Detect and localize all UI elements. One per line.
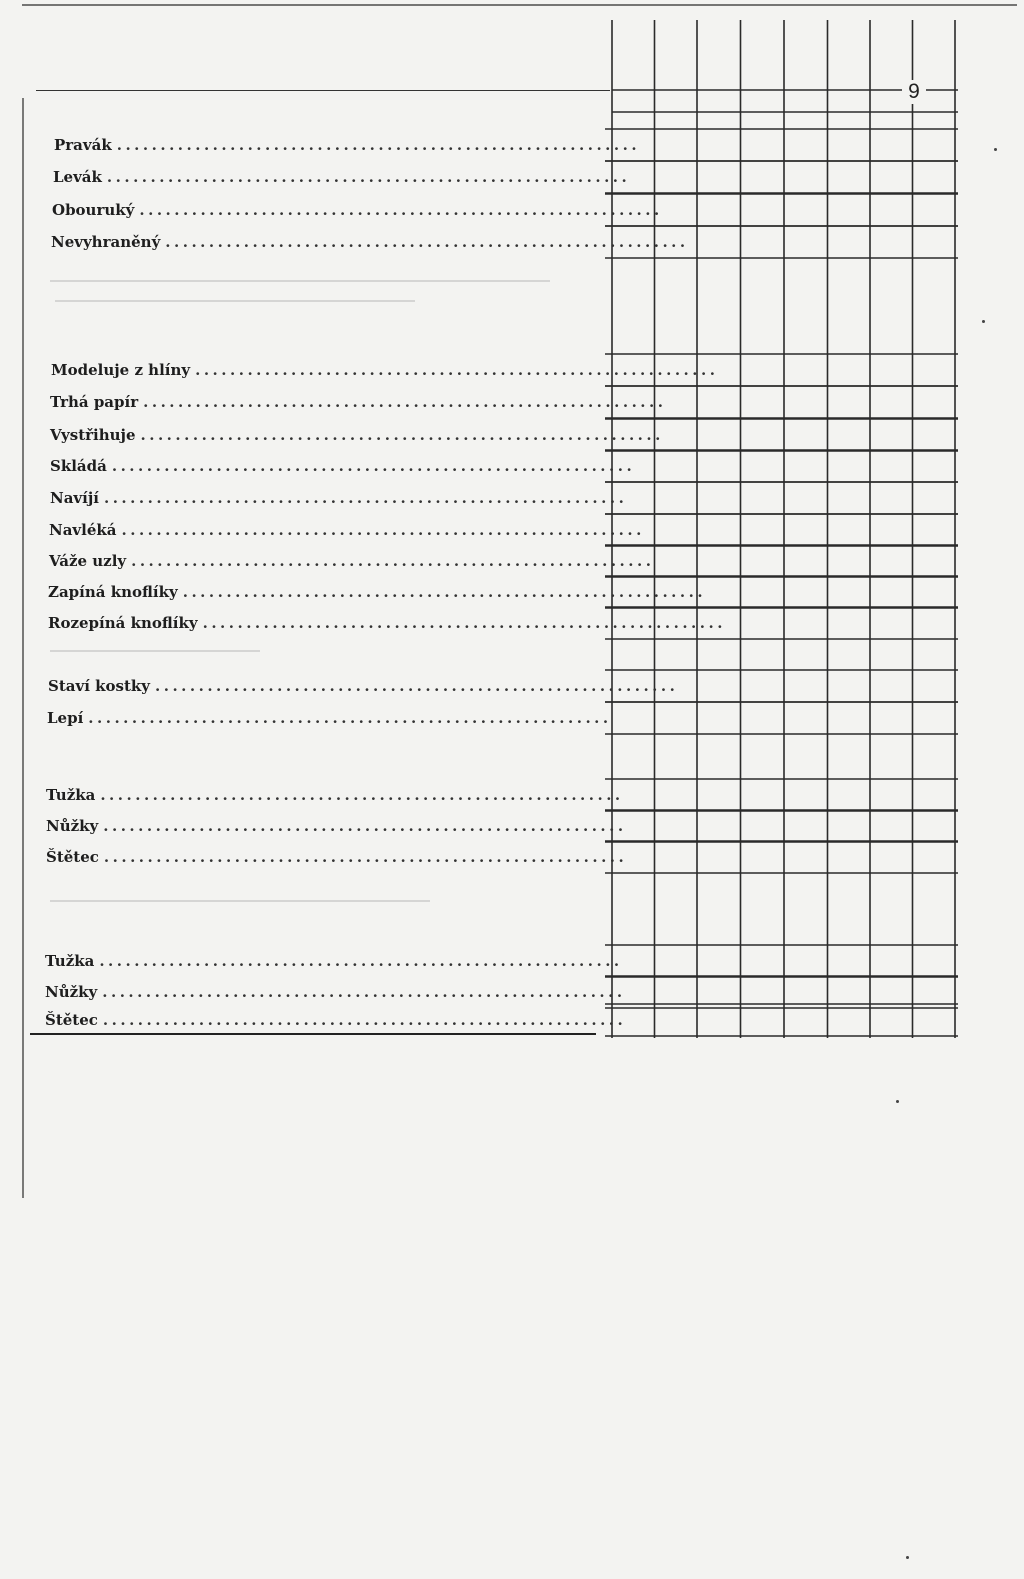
- checkbox-cell[interactable]: [917, 162, 958, 192]
- checkbox-cell[interactable]: [699, 977, 741, 1007]
- checkbox-cell[interactable]: [874, 608, 915, 638]
- checkbox-cell[interactable]: [917, 703, 958, 733]
- checkbox-cell[interactable]: [743, 671, 785, 701]
- checkbox-cell[interactable]: [917, 1005, 958, 1035]
- row-label: [47, 707, 612, 729]
- checkbox-cell[interactable]: [874, 1005, 915, 1035]
- checkbox-cell[interactable]: [917, 780, 958, 810]
- row-label-text: Staví kostky: [48, 677, 150, 695]
- checkbox-cell[interactable]: [874, 355, 915, 385]
- checkbox-cell[interactable]: [917, 946, 958, 976]
- row-label: [46, 815, 627, 837]
- checkbox-cell[interactable]: [917, 355, 958, 385]
- checkbox-cell[interactable]: [787, 703, 829, 733]
- checkbox-cell[interactable]: [787, 946, 829, 976]
- row-label: [45, 950, 623, 972]
- checkbox-cell[interactable]: [917, 451, 958, 481]
- checkbox-cell[interactable]: [874, 577, 915, 607]
- dot-leader: ............................................................: [111, 457, 636, 475]
- checkbox-cell[interactable]: [743, 842, 785, 872]
- row-label-text: Zapíná knoflíky: [48, 583, 178, 601]
- dot-leader: ............................................................: [165, 233, 689, 251]
- dot-leader: ............................................................: [103, 848, 628, 866]
- row-label-text: Tužka: [45, 952, 95, 970]
- checkbox-cell[interactable]: [743, 577, 785, 607]
- checkbox-cell[interactable]: [743, 608, 785, 638]
- dot-leader: ............................................................: [100, 786, 624, 804]
- row-label: [50, 424, 664, 446]
- checkbox-cell[interactable]: [874, 130, 915, 160]
- checkbox-cell[interactable]: [743, 546, 785, 576]
- checkbox-cell[interactable]: [787, 483, 829, 513]
- row-label-text: Nevyhraněný: [51, 233, 161, 251]
- checkbox-cell[interactable]: [917, 842, 958, 872]
- checkbox-cell[interactable]: [874, 977, 915, 1007]
- checkbox-cell[interactable]: [831, 130, 872, 160]
- checkbox-cell[interactable]: [699, 515, 741, 545]
- checkbox-cell[interactable]: [613, 703, 654, 733]
- checkbox-cell[interactable]: [699, 195, 741, 225]
- checkbox-cell[interactable]: [831, 671, 872, 701]
- checkbox-cell[interactable]: [656, 130, 697, 160]
- checkbox-cell[interactable]: [787, 387, 829, 417]
- row-label: [45, 981, 626, 1003]
- checkbox-cell[interactable]: [699, 387, 741, 417]
- dot-leader: ............................................................: [102, 983, 626, 1001]
- checkbox-cell[interactable]: [787, 577, 829, 607]
- checkbox-cell[interactable]: [656, 162, 697, 192]
- checkbox-cell[interactable]: [874, 703, 915, 733]
- row-label-text: Štětec: [46, 848, 99, 866]
- row-label-text: Pravák: [54, 136, 112, 154]
- checkbox-cell[interactable]: [656, 1005, 697, 1035]
- checkbox-cell[interactable]: [699, 227, 741, 257]
- checkbox-cell[interactable]: [874, 420, 915, 450]
- dot-leader: ............................................................: [143, 393, 667, 411]
- checkbox-cell[interactable]: [831, 451, 872, 481]
- checkbox-cell[interactable]: [699, 703, 741, 733]
- row-label-text: Vystřihuje: [50, 426, 136, 444]
- row-label: [50, 487, 628, 509]
- checkbox-cell[interactable]: [787, 671, 829, 701]
- dot-leader: ............................................................: [131, 552, 655, 570]
- checkbox-cell[interactable]: [831, 842, 872, 872]
- checkbox-cell[interactable]: [656, 515, 697, 545]
- checkbox-cell[interactable]: [743, 703, 785, 733]
- row-label-text: Tužka: [46, 786, 96, 804]
- checkbox-cell[interactable]: [917, 483, 958, 513]
- checkbox-cell[interactable]: [874, 546, 915, 576]
- checkbox-cell[interactable]: [787, 842, 829, 872]
- checkbox-cell[interactable]: [787, 515, 829, 545]
- row-label: [50, 391, 667, 413]
- checkbox-cell[interactable]: [874, 946, 915, 976]
- scan-speck: [906, 1556, 909, 1559]
- checkbox-cell[interactable]: [874, 780, 915, 810]
- checkbox-cell[interactable]: [874, 842, 915, 872]
- checkbox-cell[interactable]: [831, 977, 872, 1007]
- checkbox-cell[interactable]: [917, 387, 958, 417]
- dot-leader: ............................................................: [182, 583, 707, 601]
- row-label-text: Váže uzly: [49, 552, 127, 570]
- checkbox-cell[interactable]: [743, 420, 785, 450]
- row-label: [50, 455, 636, 477]
- checkbox-cell[interactable]: [787, 780, 829, 810]
- row-label: [54, 134, 641, 156]
- checkbox-cell[interactable]: [831, 577, 872, 607]
- checkbox-cell[interactable]: [787, 420, 829, 450]
- checkbox-cell[interactable]: [787, 1005, 829, 1035]
- row-label: [48, 581, 707, 603]
- checkbox-cell[interactable]: [743, 162, 785, 192]
- row-label-text: Levák: [53, 168, 102, 186]
- dot-leader: ............................................................: [121, 521, 645, 539]
- checkbox-cell[interactable]: [787, 546, 829, 576]
- checkbox-cell[interactable]: [917, 515, 958, 545]
- checkbox-cell[interactable]: [743, 515, 785, 545]
- dot-leader: ............................................................: [106, 168, 631, 186]
- page-number: 9: [902, 80, 926, 104]
- row-label-text: Rozepíná knoflíky: [48, 614, 198, 632]
- checkbox-cell[interactable]: [831, 780, 872, 810]
- row-label-text: Navléká: [49, 521, 117, 539]
- checkbox-cell[interactable]: [699, 162, 741, 192]
- checkbox-cell[interactable]: [787, 227, 829, 257]
- checkbox-cell[interactable]: [831, 420, 872, 450]
- row-label-text: Obouruký: [52, 201, 135, 219]
- checkbox-cell[interactable]: [699, 546, 741, 576]
- row-label: [52, 199, 663, 221]
- dot-leader: ............................................................: [103, 489, 628, 507]
- row-label-text: Trhá papír: [50, 393, 139, 411]
- checkbox-cell[interactable]: [831, 608, 872, 638]
- checkbox-cell[interactable]: [917, 977, 958, 1007]
- dot-leader: ............................................................: [102, 1011, 627, 1029]
- checkbox-cell[interactable]: [787, 355, 829, 385]
- checkbox-cell[interactable]: [656, 546, 697, 576]
- checkbox-cell[interactable]: [787, 195, 829, 225]
- checkbox-cell[interactable]: [787, 130, 829, 160]
- checkbox-cell[interactable]: [917, 577, 958, 607]
- row-label: [46, 784, 624, 806]
- checkbox-cell[interactable]: [699, 842, 741, 872]
- scan-speck: [982, 320, 985, 323]
- checkbox-cell[interactable]: [787, 162, 829, 192]
- checkbox-cell[interactable]: [787, 977, 829, 1007]
- checkbox-cell[interactable]: [874, 811, 915, 841]
- checkbox-cell[interactable]: [917, 420, 958, 450]
- checkbox-cell[interactable]: [787, 811, 829, 841]
- checkbox-cell[interactable]: [699, 451, 741, 481]
- dot-leader: ............................................................: [103, 817, 627, 835]
- checkbox-cell[interactable]: [874, 515, 915, 545]
- checkbox-cell[interactable]: [831, 811, 872, 841]
- scan-speck: [994, 148, 997, 151]
- checkbox-cell[interactable]: [831, 546, 872, 576]
- checkbox-cell[interactable]: [743, 946, 785, 976]
- scan-speck: [896, 1100, 899, 1103]
- checkbox-cell[interactable]: [831, 162, 872, 192]
- checkbox-cell[interactable]: [656, 811, 697, 841]
- checkbox-cell[interactable]: [656, 946, 697, 976]
- checkbox-cell[interactable]: [743, 1005, 785, 1035]
- dot-leader: ............................................................: [88, 709, 612, 727]
- checkbox-cell[interactable]: [699, 811, 741, 841]
- row-label-text: Modeluje z hlíny: [51, 361, 191, 379]
- row-label: [49, 519, 645, 541]
- checkbox-cell[interactable]: [743, 355, 785, 385]
- checkbox-cell[interactable]: [874, 195, 915, 225]
- row-label-text: Nůžky: [45, 983, 98, 1001]
- checkbox-cell[interactable]: [743, 811, 785, 841]
- row-label-text: Navíjí: [50, 489, 99, 507]
- checkbox-cell[interactable]: [656, 780, 697, 810]
- checkbox-cell[interactable]: [743, 451, 785, 481]
- checkbox-cell[interactable]: [656, 483, 697, 513]
- dot-leader: ............................................................: [155, 677, 679, 695]
- checkbox-cell[interactable]: [699, 420, 741, 450]
- checkbox-cell[interactable]: [743, 130, 785, 160]
- checkbox-cell[interactable]: [831, 515, 872, 545]
- checkbox-cell[interactable]: [743, 195, 785, 225]
- dot-leader: ............................................................: [195, 361, 719, 379]
- checkbox-cell[interactable]: [699, 780, 741, 810]
- checkbox-cell[interactable]: [743, 780, 785, 810]
- checkbox-cell[interactable]: [917, 608, 958, 638]
- dot-leader: ............................................................: [99, 952, 623, 970]
- checkbox-cell[interactable]: [699, 1005, 741, 1035]
- row-label: [45, 1009, 627, 1031]
- row-label-text: Lepí: [47, 709, 84, 727]
- checkbox-cell[interactable]: [743, 483, 785, 513]
- row-label: [51, 359, 719, 381]
- checkbox-cell[interactable]: [917, 811, 958, 841]
- checkbox-cell[interactable]: [831, 703, 872, 733]
- checkbox-cell[interactable]: [787, 451, 829, 481]
- checkbox-cell[interactable]: [874, 671, 915, 701]
- checkbox-cell[interactable]: [787, 608, 829, 638]
- checkbox-cell[interactable]: [831, 355, 872, 385]
- checkbox-cell[interactable]: [831, 483, 872, 513]
- checkbox-cell[interactable]: [831, 195, 872, 225]
- checkbox-cell[interactable]: [656, 451, 697, 481]
- checkbox-cell[interactable]: [699, 671, 741, 701]
- checkbox-cell[interactable]: [699, 130, 741, 160]
- checkbox-cell[interactable]: [831, 946, 872, 976]
- checkbox-cell[interactable]: [874, 483, 915, 513]
- checkbox-cell[interactable]: [743, 977, 785, 1007]
- checkbox-cell[interactable]: [874, 227, 915, 257]
- checkbox-cell[interactable]: [917, 227, 958, 257]
- row-label-text: Nůžky: [46, 817, 99, 835]
- checkbox-cell[interactable]: [874, 162, 915, 192]
- row-label: [46, 846, 628, 868]
- dot-leader: ............................................................: [140, 426, 664, 444]
- checkbox-cell[interactable]: [831, 1005, 872, 1035]
- row-label: [48, 612, 726, 634]
- dot-leader: ............................................................: [202, 614, 726, 632]
- row-label: [48, 675, 679, 697]
- row-label: [51, 231, 689, 253]
- row-label-text: Štětec: [45, 1011, 98, 1029]
- checkbox-cell[interactable]: [743, 227, 785, 257]
- row-label-text: Skládá: [50, 457, 107, 475]
- checkbox-cell[interactable]: [917, 546, 958, 576]
- checkbox-cell[interactable]: [656, 703, 697, 733]
- checkbox-cell[interactable]: [831, 387, 872, 417]
- checkbox-cell[interactable]: [699, 483, 741, 513]
- checkbox-cell[interactable]: [874, 451, 915, 481]
- checkbox-cell[interactable]: [917, 671, 958, 701]
- dot-leader: ............................................................: [116, 136, 641, 154]
- checkbox-cell[interactable]: [656, 842, 697, 872]
- dot-leader: ............................................................: [139, 201, 663, 219]
- row-label: [49, 550, 655, 572]
- checkbox-cell[interactable]: [874, 387, 915, 417]
- checkbox-cell[interactable]: [917, 195, 958, 225]
- checkbox-cell[interactable]: [699, 946, 741, 976]
- checkbox-cell[interactable]: [656, 977, 697, 1007]
- checkbox-cell[interactable]: [917, 130, 958, 160]
- row-label: [53, 166, 631, 188]
- checkbox-cell[interactable]: [743, 387, 785, 417]
- checkbox-cell[interactable]: [831, 227, 872, 257]
